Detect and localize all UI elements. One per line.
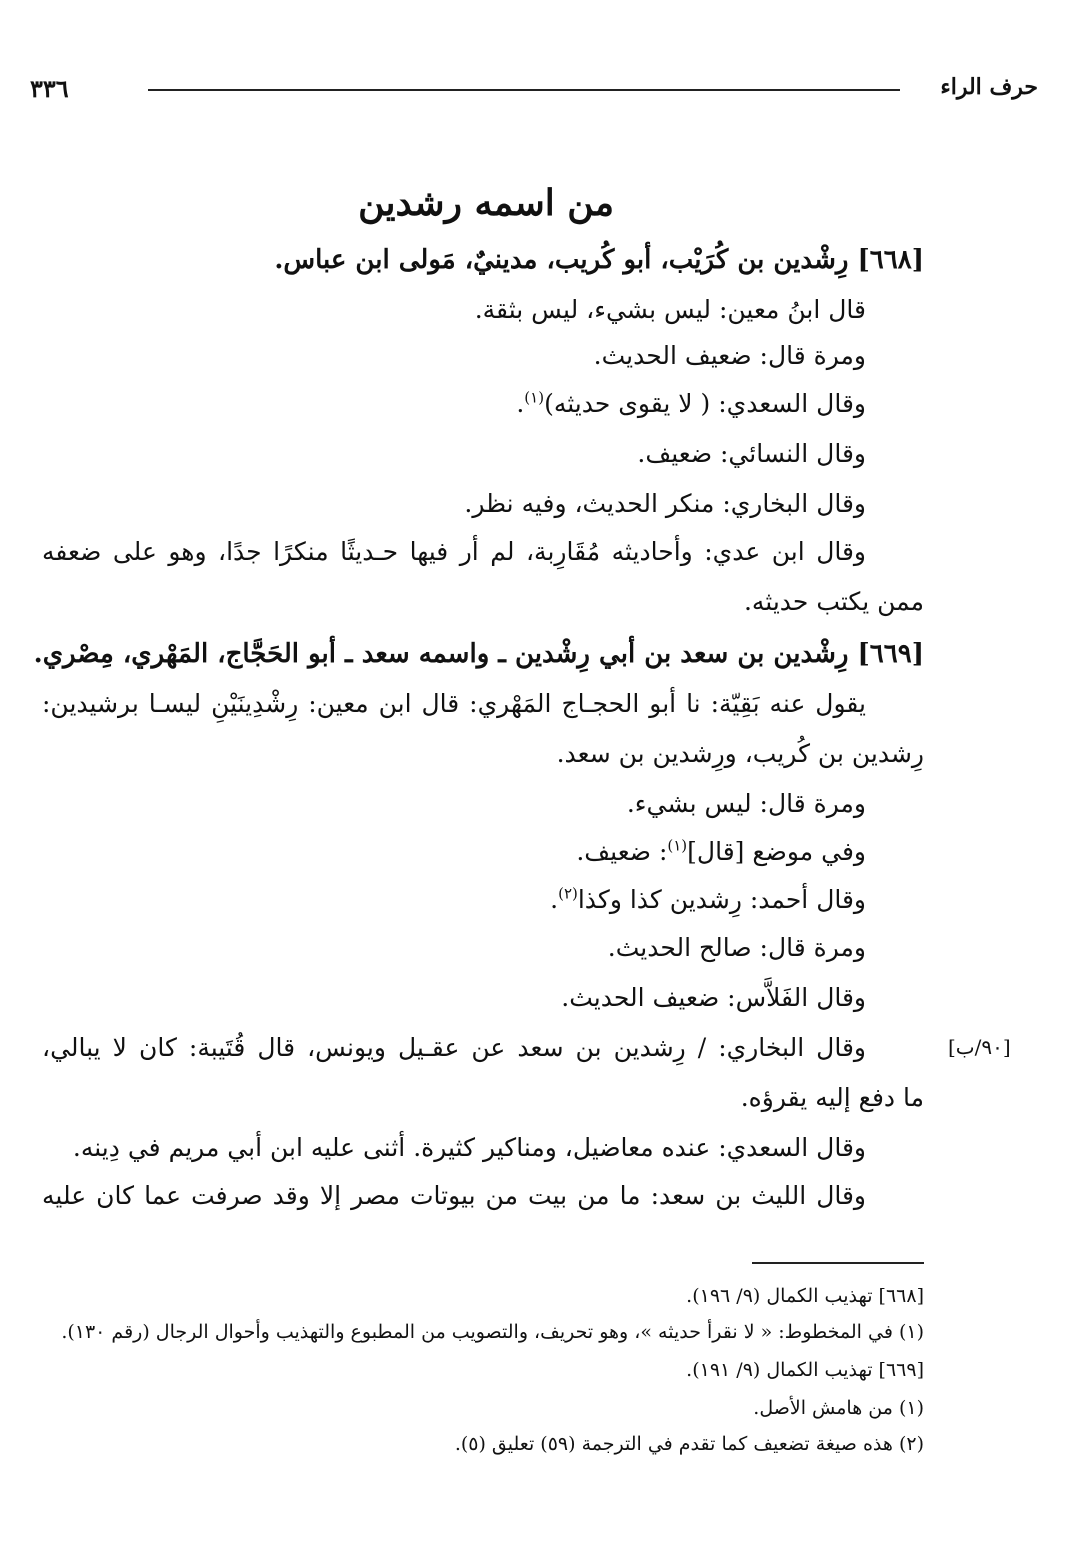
footnote: (١) من هامش الأصل. <box>753 1397 924 1419</box>
footnote-ref: (١) <box>667 836 688 855</box>
running-title: حرف الراء <box>940 74 1038 100</box>
text-line: يقول عنه بَقِيّة: نا أبو الحجـاج المَهْري: قال ابن معين: رِشْدِينَيْنِ ليسـا برشيدين: <box>42 689 866 718</box>
text-line: ما دفع إليه يقرؤه. <box>740 1083 924 1112</box>
footnote: [٦٦٩] تهذيب الكمال (٩/ ١٩١). <box>686 1359 924 1381</box>
text-line: ومرة قال: ليس بشيء. <box>626 789 866 818</box>
footnote: [٦٦٨] تهذيب الكمال (٩/ ١٩٦). <box>686 1285 924 1307</box>
text-line: وقال البخاري: / رِشدين بن سعد عن عقـيل ويونس، قال قُتَيبة: كان لا يبالي، <box>42 1033 866 1062</box>
footnote: (٢) هذه صيغة تضعيف كما تقدم في الترجمة (٥٩) تعليق (٥). <box>454 1433 924 1455</box>
text-line: وقال أحمد: رِشدين كذا وكذا$^{(٢)}$. <box>550 884 866 914</box>
footnote-rule <box>752 1262 924 1264</box>
footnote-ref: (١) <box>524 388 545 407</box>
text-line: وقال البخاري: منكر الحديث، وفيه نظر. <box>464 489 866 518</box>
footnote-ref: (٢) <box>558 884 578 903</box>
entry-heading-668: [٦٦٨] رِشْدين بن كُرَيْب، أبو كُريب، مدينيٌ، مَولى ابن عباس. <box>274 245 924 275</box>
text-line: وقال الفَلاَّس: ضعيف الحديث. <box>561 983 866 1012</box>
text-line: ومرة قال: صالح الحديث. <box>607 933 866 962</box>
page-number: ٣٣٦ <box>30 74 69 103</box>
text-line: وقال الليث بن سعد: ما من بيت من بيوتات مصر إلا وقد صرفت عما كان عليه <box>42 1181 866 1210</box>
text-line: قال ابنُ معين: ليس بشيء، ليس بثقة. <box>474 295 866 324</box>
footnote: (١) في المخطوط: « لا نقرأ حديثه »، وهو تحريف، والتصويب من المطبوع والتهذيب وأحوال الرجال (رقم ١٣٠). <box>61 1321 924 1343</box>
page-header <box>30 74 1038 108</box>
section-title: من اسمه رشدين <box>358 182 614 224</box>
text-line: وقال السعدي: عنده معاضيل، ومناكير كثيرة. أثنى عليه ابن أبي مريم في دِينه. <box>72 1133 866 1162</box>
header-rule <box>148 89 900 91</box>
text-line: وقال النسائي: ضعيف. <box>637 439 866 468</box>
margin-folio-note: [٩٠/ب] <box>948 1035 1011 1059</box>
text-line: وفي موضع [قال]$^{(١)}$: ضعيف. <box>576 836 866 866</box>
text-line: ممن يكتب حديثه. <box>743 587 924 616</box>
text-line: رِشدين بن كُريب، ورِشدين بن سعد. <box>556 739 924 768</box>
text-line: وقال السعدي: ( لا يقوى حديثه)$^{(١)}$. <box>516 388 866 418</box>
text-line: ومرة قال: ضعيف الحديث. <box>593 341 866 370</box>
text-line: وقال ابن عدي: وأحاديثه مُقَارِبة، لم أر فيها حـديثًا منكرًا جدًا، وهو على ضعفه <box>42 537 866 566</box>
entry-heading-669: [٦٦٩] رِشْدين بن سعد بن أبي رِشْدين ـ واسمه سعد ـ أبو الحَجَّاج، المَهْري، مِصْري. <box>33 639 924 669</box>
